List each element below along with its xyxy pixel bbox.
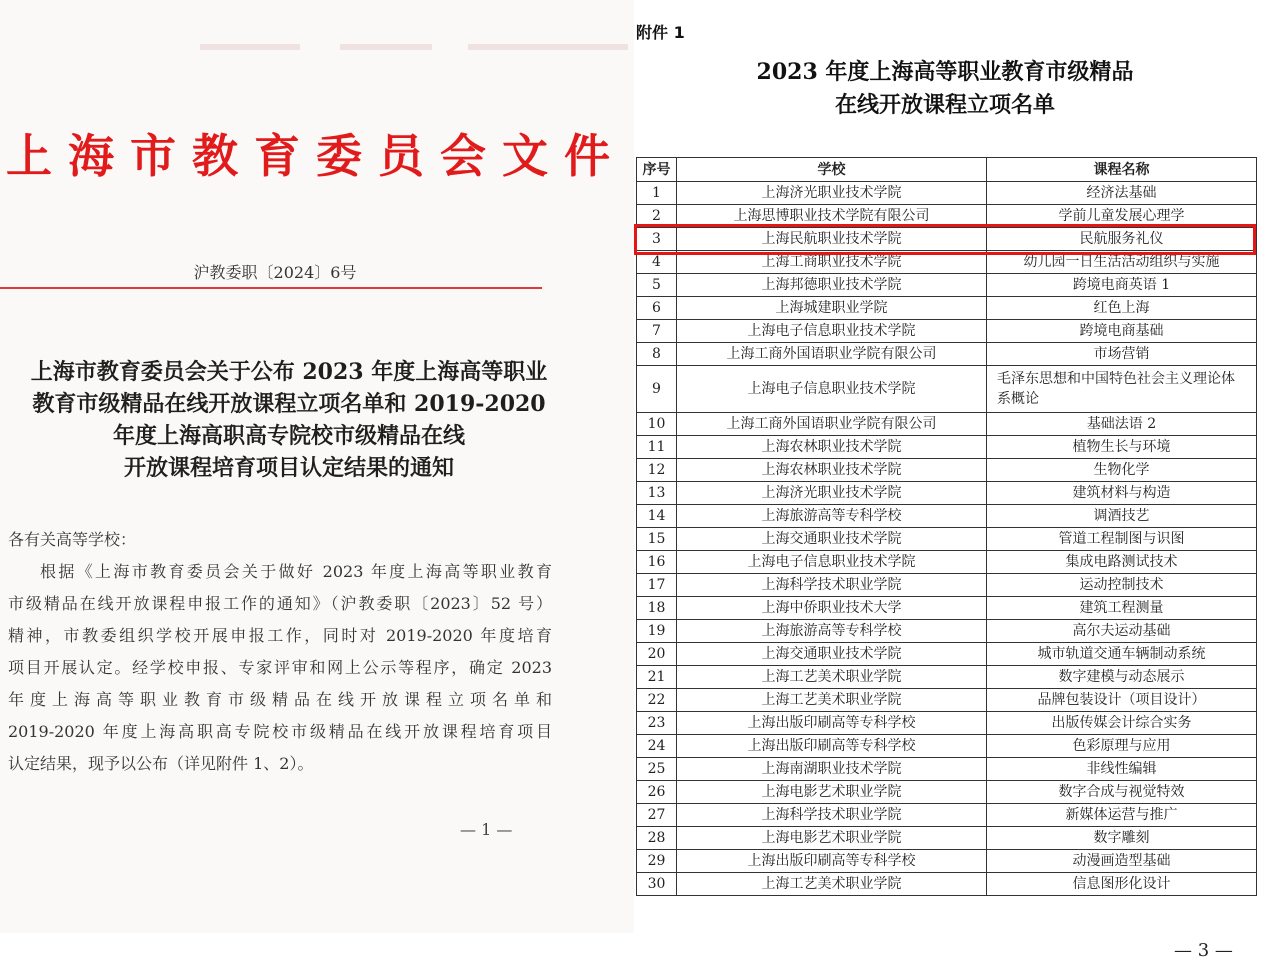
cell-school: 上海工艺美术职业学院 [677,873,987,896]
table-row [637,643,1257,666]
table-row [637,459,1257,482]
cell-index: 5 [637,274,677,297]
cell-school: 上海电子信息职业技术学院 [677,551,987,574]
notice-body [8,556,552,780]
body-line: 年度上海高等职业教育市级精品在线开放课程立项名单和 [8,690,552,709]
cell-school: 上海出版印刷高等专科学校 [677,850,987,873]
table-row [637,297,1257,320]
cell-index: 13 [637,482,677,505]
cell-course: 红色上海 [987,297,1257,320]
table-row [637,712,1257,735]
cell-school: 上海旅游高等专科学校 [677,505,987,528]
cell-index: 18 [637,597,677,620]
top-edge-strip [340,44,432,50]
table-row [637,804,1257,827]
table-row [637,735,1257,758]
table-row [637,228,1257,251]
body-line: 精神，市教委组织学校开展申报工作，同时对 2019-2020 年度培育 [8,626,552,645]
cell-course: 数字雕刻 [987,827,1257,850]
cell-school: 上海电子信息职业技术学院 [677,366,987,413]
header-index: 序号 [637,158,677,182]
document-masthead: 上海市教育委员会文件 [6,129,626,183]
cell-course: 运动控制技术 [987,574,1257,597]
table-row [637,781,1257,804]
cell-course: 跨境电商英语 1 [987,274,1257,297]
cell-course: 经济法基础 [987,182,1257,205]
cell-school: 上海工商外国语职业学院有限公司 [677,343,987,366]
cell-course: 毛泽东思想和中国特色社会主义理论体系概论 [987,366,1257,413]
cell-index: 19 [637,620,677,643]
cell-index: 20 [637,643,677,666]
table-row [637,436,1257,459]
cell-index: 23 [637,712,677,735]
right-attachment-page [634,0,1269,978]
cell-school: 上海工商外国语职业学院有限公司 [677,413,987,436]
cell-course: 出版传媒会计综合实务 [987,712,1257,735]
cell-index: 27 [637,804,677,827]
notice-title [6,356,572,484]
salutation: 各有关高等学校： [8,530,137,549]
cell-index: 15 [637,528,677,551]
list-title-line: 2023 年度上海高等职业教育市级精品 [756,59,1134,85]
table-row [637,689,1257,712]
cell-course: 集成电路测试技术 [987,551,1257,574]
cell-index: 11 [637,436,677,459]
cell-school: 上海南湖职业技术学院 [677,758,987,781]
cell-school: 上海民航职业技术学院 [677,228,987,251]
cell-course: 数字建模与动态展示 [987,666,1257,689]
cell-school: 上海农林职业技术学院 [677,436,987,459]
cell-index: 21 [637,666,677,689]
cell-school: 上海科学技术职业学院 [677,574,987,597]
table-row [637,413,1257,436]
table-body [637,182,1257,896]
cell-course: 管道工程制图与识图 [987,528,1257,551]
header-course: 课程名称 [987,158,1257,182]
cell-school: 上海电影艺术职业学院 [677,781,987,804]
header-school: 学校 [677,158,987,182]
table-row [637,597,1257,620]
table-row [637,758,1257,781]
cell-index: 17 [637,574,677,597]
notice-title-line: 上海市教育委员会关于公布 2023 年度上海高等职业 [30,359,548,385]
cell-course: 民航服务礼仪 [987,228,1257,251]
table-row [637,320,1257,343]
cell-course: 幼儿园一日生活活动组织与实施 [987,251,1257,274]
table-row [637,551,1257,574]
page-number: — 1 — [460,820,513,839]
cell-school: 上海出版印刷高等专科学校 [677,712,987,735]
cell-index: 7 [637,320,677,343]
cell-course: 城市轨道交通车辆制动系统 [987,643,1257,666]
body-line: 2019-2020 年度上海高职高专院校市级精品在线开放课程培育项目 [8,722,552,741]
red-divider-line [0,287,542,289]
course-list-table [636,157,1257,896]
table-row [637,666,1257,689]
cell-index: 30 [637,873,677,896]
cell-index: 2 [637,205,677,228]
cell-school: 上海工艺美术职业学院 [677,666,987,689]
cell-index: 24 [637,735,677,758]
cell-school: 上海交通职业技术学院 [677,643,987,666]
cell-course: 生物化学 [987,459,1257,482]
cell-school: 上海工商职业技术学院 [677,251,987,274]
cell-school: 上海科学技术职业学院 [677,804,987,827]
table-row [637,205,1257,228]
table-row [637,574,1257,597]
cell-school: 上海中侨职业技术大学 [677,597,987,620]
table-row [637,482,1257,505]
cell-school: 上海交通职业技术学院 [677,528,987,551]
cell-course: 色彩原理与应用 [987,735,1257,758]
table-row [637,873,1257,896]
page-number: — 3 — [1174,940,1233,961]
notice-title-line: 开放课程培育项目认定结果的通知 [123,455,454,481]
list-title [634,56,1256,122]
cell-course: 品牌包装设计（项目设计） [987,689,1257,712]
cell-course: 市场营销 [987,343,1257,366]
cell-index: 25 [637,758,677,781]
table-row [637,251,1257,274]
notice-title-line: 年度上海高职高专院校市级精品在线 [112,423,465,449]
cell-index: 14 [637,505,677,528]
cell-course: 学前儿童发展心理学 [987,205,1257,228]
cell-school: 上海电子信息职业技术学院 [677,320,987,343]
body-line: 根据《上海市教育委员会关于做好 2023 年度上海高等职业教育 [40,562,552,581]
cell-index: 4 [637,251,677,274]
cell-index: 28 [637,827,677,850]
cell-index: 16 [637,551,677,574]
cell-school: 上海电影艺术职业学院 [677,827,987,850]
cell-course: 调酒技艺 [987,505,1257,528]
table-row [637,366,1257,413]
table-row [637,620,1257,643]
body-line: 市级精品在线开放课程申报工作的通知》（沪教委职〔2023〕52 号） [8,594,552,613]
cell-school: 上海思博职业技术学院有限公司 [677,205,987,228]
cell-course: 植物生长与环境 [987,436,1257,459]
cell-index: 10 [637,413,677,436]
table-row [637,343,1257,366]
cell-index: 9 [637,366,677,413]
cell-course: 建筑工程测量 [987,597,1257,620]
top-edge-strip [200,44,300,50]
cell-school: 上海济光职业技术学院 [677,182,987,205]
list-title-line: 在线开放课程立项名单 [834,92,1055,118]
table-row [637,850,1257,873]
cell-index: 1 [637,182,677,205]
cell-school: 上海济光职业技术学院 [677,482,987,505]
cell-index: 29 [637,850,677,873]
cell-course: 基础法语 2 [987,413,1257,436]
attachment-label: 附件 1 [636,23,685,42]
cell-course: 非线性编辑 [987,758,1257,781]
cell-index: 8 [637,343,677,366]
document-number: 沪教委职〔2024〕6号 [193,263,357,282]
table-row [637,528,1257,551]
table-row [637,274,1257,297]
table-row [637,182,1257,205]
cell-index: 22 [637,689,677,712]
body-line: 项目开展认定。经学校申报、专家评审和网上公示等程序，确定 2023 [8,658,552,677]
notice-title-line: 教育市级精品在线开放课程立项名单和 2019-2020 [32,391,546,417]
cell-school: 上海农林职业技术学院 [677,459,987,482]
cell-course: 高尔夫运动基础 [987,620,1257,643]
cell-index: 3 [637,228,677,251]
cell-index: 12 [637,459,677,482]
body-line: 认定结果，现予以公布（详见附件 1、2）。 [8,754,314,773]
cell-course: 新媒体运营与推广 [987,804,1257,827]
table-row [637,505,1257,528]
left-document-page [0,0,634,933]
table-row [637,827,1257,850]
cell-school: 上海旅游高等专科学校 [677,620,987,643]
cell-school: 上海工艺美术职业学院 [677,689,987,712]
cell-index: 6 [637,297,677,320]
cell-school: 上海出版印刷高等专科学校 [677,735,987,758]
cell-index: 26 [637,781,677,804]
table-header-row [637,158,1257,182]
cell-course: 数字合成与视觉特效 [987,781,1257,804]
cell-course: 建筑材料与构造 [987,482,1257,505]
cell-school: 上海城建职业学院 [677,297,987,320]
cell-school: 上海邦德职业技术学院 [677,274,987,297]
cell-course: 动漫画造型基础 [987,850,1257,873]
cell-course: 跨境电商基础 [987,320,1257,343]
cell-course: 信息图形化设计 [987,873,1257,896]
top-edge-strip [468,44,628,50]
